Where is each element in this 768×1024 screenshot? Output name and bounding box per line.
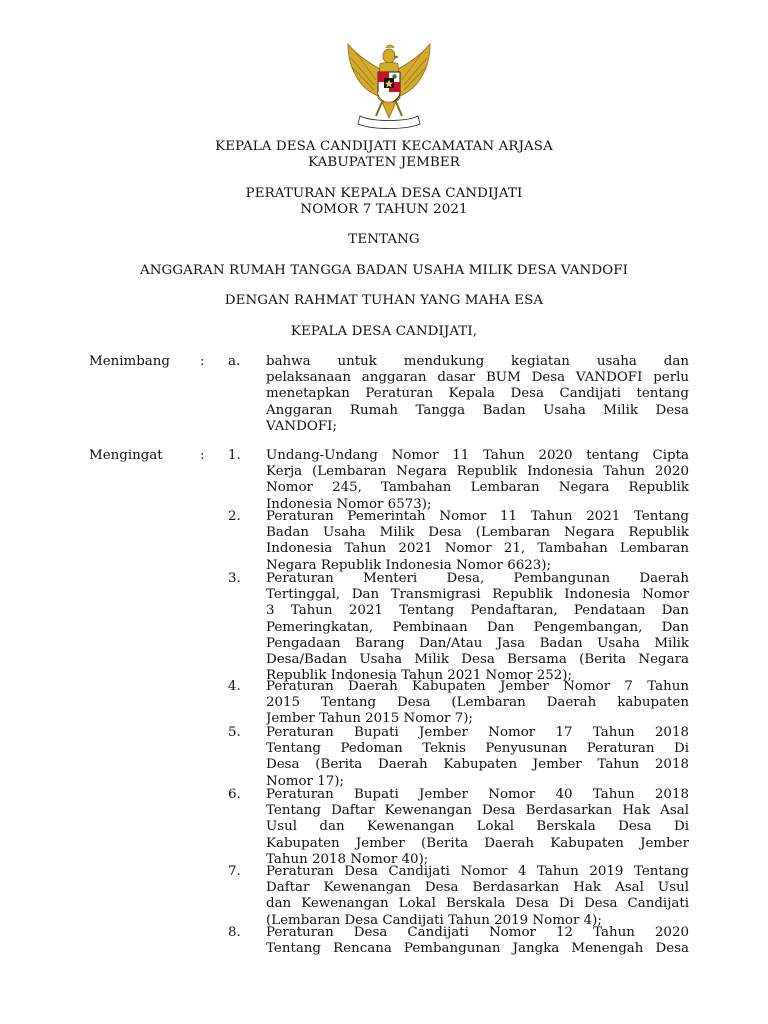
mengingat-line: 2015 Tentang Desa (Lembaran Daerah kabupaten — [266, 695, 689, 711]
mengingat-item-5 — [266, 725, 689, 790]
mengingat-line: Peraturan Bupati Jember Nomor 17 Tahun 2018 — [266, 725, 689, 740]
mengingat-line: Tentang Daftar Kewenangan Desa Berdasarkan Hak Asal — [266, 803, 689, 819]
mengingat-line: 3 Tahun 2021 Tentang Pendaftaran, Pendataan Dan — [266, 603, 689, 619]
mengingat-line: (Lembaran Desa Candijati Tahun 2019 Nomor 4); — [266, 912, 602, 928]
about-heading: TENTANG — [348, 232, 420, 247]
authority-line: KEPALA DESA CANDIJATI, — [290, 324, 478, 339]
mengingat-item-7 — [266, 864, 689, 929]
header-issuer: KEPALA DESA CANDIJATI KECAMATAN ARJASA — [215, 139, 553, 154]
mengingat-line: Peraturan Desa Candijati Nomor 4 Tahun 2019 Tentang — [266, 864, 689, 879]
menimbang-label: Menimbang — [89, 354, 170, 369]
mengingat-line: Daftar Kewenangan Desa Berdasarkan Hak Asal Usul — [266, 880, 689, 896]
mengingat-line: Usul dan Kewenangan Lokal Berskala Desa Di — [266, 819, 689, 835]
mengingat-line: Pengadaan Barang Dan/Atau Jasa Badan Usaha Milik — [266, 635, 689, 651]
mengingat-line: Undang-Undang Nomor 11 Tahun 2020 tentang Cipta — [266, 448, 689, 463]
mengingat-marker-7: 7. — [228, 864, 241, 879]
mengingat-line: Nomor 245, Tambahan Lembaran Negara Republik — [266, 480, 689, 496]
header-regency: KABUPATEN JEMBER — [308, 155, 460, 170]
mengingat-line: Tertinggal, Dan Transmigrasi Republik Indonesia Nomor — [266, 587, 689, 603]
mengingat-marker-1: 1. — [228, 448, 241, 463]
mengingat-marker-6: 6. — [228, 787, 241, 802]
menimbang-colon: : — [200, 354, 205, 369]
mengingat-item-3 — [266, 571, 689, 684]
mengingat-item-4 — [266, 679, 689, 728]
mengingat-line: Peraturan Pemerintah Nomor 11 Tahun 2021 Tentang — [266, 509, 689, 524]
mengingat-label: Mengingat — [89, 448, 163, 463]
mengingat-line: Peraturan Desa Candijati Nomor 12 Tahun 2020 — [266, 925, 689, 940]
mengingat-marker-3: 3. — [228, 571, 241, 586]
mengingat-line: Peraturan Menteri Desa, Pembangunan Daerah — [266, 571, 689, 586]
mengingat-marker-2: 2. — [228, 509, 241, 524]
mengingat-line: Republik Indonesia Tahun 2021 Nomor 252); — [266, 668, 573, 684]
garuda-emblem-icon — [342, 40, 436, 132]
regulation-number: NOMOR 7 TAHUN 2021 — [300, 202, 468, 217]
mengingat-line: Pemeringkatan, Pembinaan Dan Pengembangan, Dan — [266, 619, 689, 635]
mengingat-line: Peraturan Daerah Kabupaten Jember Nomor 7 Tahun — [266, 679, 689, 694]
menimbang-item — [266, 354, 689, 435]
mengingat-item-1 — [266, 448, 689, 513]
menimbang-line: VANDOFI; — [266, 418, 337, 434]
mengingat-line: Jember Tahun 2015 Nomor 7); — [266, 711, 473, 727]
menimbang-line: menetapkan Peraturan Kepala Desa Candijati tentang — [266, 386, 689, 402]
mengingat-line: Negara Republik Indonesia Nomor 6623); — [266, 557, 552, 573]
mengingat-marker-4: 4. — [228, 679, 241, 694]
mengingat-line: Peraturan Bupati Jember Nomor 40 Tahun 2018 — [266, 787, 689, 802]
mengingat-line: Tentang Pedoman Teknis Penyusunan Peraturan Di — [266, 741, 689, 757]
regulation-title: PERATURAN KEPALA DESA CANDIJATI — [245, 186, 523, 201]
mengingat-line: Desa/Badan Usaha Milik Desa Bersama (Berita Negara — [266, 652, 689, 668]
mengingat-line: Tentang Rencana Pembangunan Jangka Menengah Desa — [266, 941, 689, 957]
invocation: DENGAN RAHMAT TUHAN YANG MAHA ESA — [224, 293, 544, 308]
menimbang-marker: a. — [228, 354, 241, 369]
mengingat-line: Tahun 2018 Nomor 40); — [266, 851, 429, 867]
mengingat-line: Kabupaten Jember (Berita Daerah Kabupaten Jember — [266, 835, 689, 851]
mengingat-item-2 — [266, 509, 689, 574]
mengingat-line: Kerja (Lembaran Negara Republik Indonesia Tahun 2020 — [266, 464, 689, 480]
mengingat-colon: : — [200, 448, 205, 463]
mengingat-item-6 — [266, 787, 689, 868]
mengingat-line: Indonesia Nomor 6573); — [266, 496, 432, 512]
mengingat-line: Desa (Berita Daerah Kabupaten Jember Tahun 2018 — [266, 757, 689, 773]
regulation-subject: ANGGARAN RUMAH TANGGA BADAN USAHA MILIK DESA VANDOFI — [139, 263, 629, 278]
menimbang-line: bahwa untuk mendukung kegiatan usaha dan — [266, 354, 689, 369]
mengingat-marker-8: 8. — [228, 925, 241, 940]
mengingat-line: Nomor 17); — [266, 773, 344, 789]
menimbang-line: pelaksanaan anggaran dasar BUM Desa VANDOFI perlu — [266, 370, 689, 386]
mengingat-marker-5: 5. — [228, 725, 241, 740]
mengingat-line: Indonesia Tahun 2021 Nomor 21, Tambahan Lembaran — [266, 541, 689, 557]
mengingat-line: dan Kewenangan Lokal Berskala Desa Di Desa Candijati — [266, 896, 689, 912]
mengingat-line: Badan Usaha Milik Desa (Lembaran Negara Republik — [266, 525, 689, 541]
mengingat-item-8 — [266, 925, 689, 957]
menimbang-line: Anggaran Rumah Tangga Badan Usaha Milik Desa — [266, 402, 689, 418]
